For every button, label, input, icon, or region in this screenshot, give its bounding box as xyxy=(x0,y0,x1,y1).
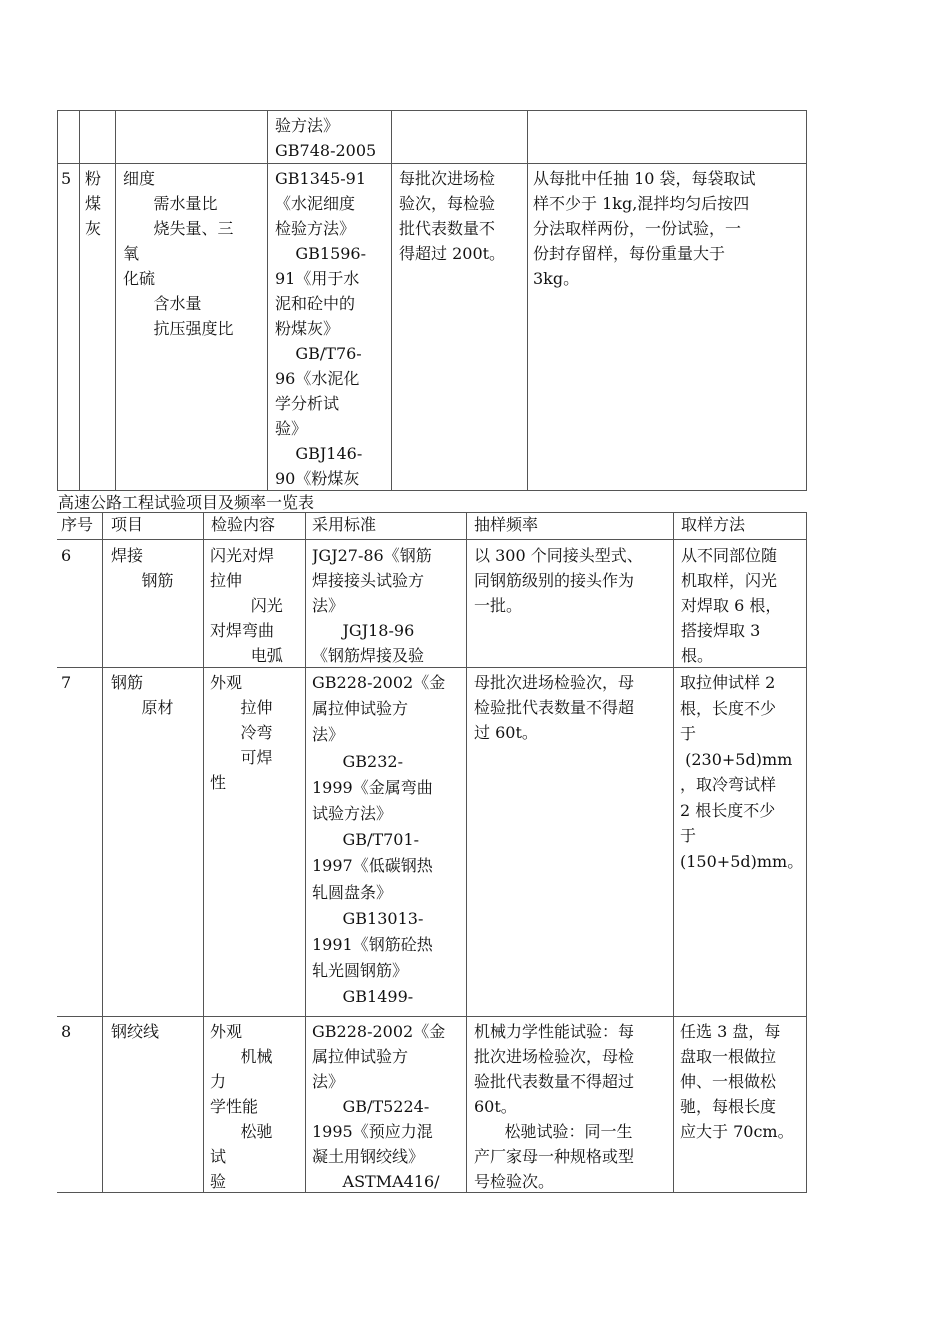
item-cell: 钢绞线 xyxy=(111,1022,160,1041)
header-content: 检验内容 xyxy=(211,515,276,534)
item-cell: 粉 煤 灰 xyxy=(85,169,102,238)
sampling-cell: 从每批中任抽 10 袋，每袋取试 样不少于 1kg,混拌均匀后按四 分法取样两份，一份试验，一 份封存留样，每份重量大于 3kg。 xyxy=(533,169,756,288)
header-seq: 序号 xyxy=(61,515,94,534)
row-number: 7 xyxy=(61,673,72,692)
table-border xyxy=(806,512,807,1193)
frequency-cell: 每批次进场检 验次，每检验 批代表数量不 得超过 200t。 xyxy=(399,169,506,263)
table-caption: 高速公路工程试验项目及频率一览表 xyxy=(58,493,315,512)
table-border xyxy=(115,110,116,491)
sampling-cell: 取拉伸试样 2 根，长度不少 于 (230+5d)mm ，取冷弯试样 2 根长度不少 于 (150+5d)mm。 xyxy=(680,673,804,871)
header-sampling: 取样方法 xyxy=(681,515,746,534)
row-number: 5 xyxy=(61,169,72,188)
table-border xyxy=(57,110,58,491)
content-cell: 外观 拉伸 冷弯 可焊 性 xyxy=(210,673,273,792)
standard-cell: JGJ27-86《钢筋 焊接接头试验方 法》 JGJ18-96 《钢筋焊接及验 xyxy=(312,546,432,665)
frequency-cell: 母批次进场检验次，母 检验批代表数量不得超 过 60t。 xyxy=(474,673,635,742)
table-border xyxy=(102,512,103,1193)
table-border xyxy=(79,110,80,491)
table-border xyxy=(466,512,467,1193)
table-border xyxy=(673,512,674,1193)
standard-cell: GB1345-91 《水泥细度 检验方法》 GB1596- 91《用于水 泥和砼中的 粉煤灰》 GB/T76- 96《水泥化 学分析试 验》 GBJ146- 90《粉煤灰 xyxy=(275,169,367,488)
sampling-cell: 从不同部位随 机取样，闪光 对焊取 6 根， 搭接焊取 3 根。 xyxy=(681,546,782,665)
table-border xyxy=(305,512,306,1193)
table-border xyxy=(57,667,807,668)
item-cell: 钢筋 原材 xyxy=(111,673,174,717)
item-cell: 焊接 钢筋 xyxy=(111,546,174,590)
row-number: 6 xyxy=(61,546,72,565)
row-number: 8 xyxy=(61,1022,72,1041)
table-border xyxy=(267,110,268,491)
frequency-cell: 以 300 个同接头型式、 同钢筋级别的接头作为 一批。 xyxy=(474,546,643,615)
standard-cell: GB228-2002《金 属拉伸试验方 法》 GB232- 1999《金属弯曲 试验方法》 GB/T701- 1997《低碳钢热 轧圆盘条》 GB13013- 1991《钢筋砼热 轧光圆钢筋》 GB1499- xyxy=(312,673,446,1007)
table-border xyxy=(203,512,204,1193)
frequency-cell: 机械力学性能试验：每 批次进场检验次，母检 验批代表数量不得超过 60t。 松驰试验：同一生 产厂家母一种规格或型 号检验次。 xyxy=(474,1022,635,1191)
table-border xyxy=(57,1016,807,1017)
content-cell: 闪光对焊 拉伸 闪光 对焊弯曲 电弧 xyxy=(210,546,283,665)
table-border xyxy=(57,110,807,111)
table-border xyxy=(527,110,528,491)
header-standard: 采用标准 xyxy=(312,515,377,534)
header-frequency: 抽样频率 xyxy=(474,515,539,534)
table-border xyxy=(57,539,807,540)
standard-cell: GB228-2002《金 属拉伸试验方 法》 GB/T5224- 1995《预应力混 凝土用钢绞线》 ASTMA416/ xyxy=(312,1022,446,1191)
standard-cell: 验方法》 GB748-2005 xyxy=(275,116,377,160)
table-border xyxy=(57,1192,807,1193)
table-border xyxy=(391,110,392,491)
content-cell: 外观 机械 力 学性能 松驰 试 验 xyxy=(210,1022,273,1191)
table-border xyxy=(806,110,807,491)
content-cell: 细度 需水量比 烧失量、三 氧 化硫 含水量 抗压强度比 xyxy=(123,169,234,338)
sampling-cell: 任选 3 盘，每 盘取一根做拉 伸、一根做松 驰，每根长度 应大于 70cm。 xyxy=(680,1022,794,1141)
table-border xyxy=(57,163,807,164)
header-item: 项目 xyxy=(111,515,144,534)
